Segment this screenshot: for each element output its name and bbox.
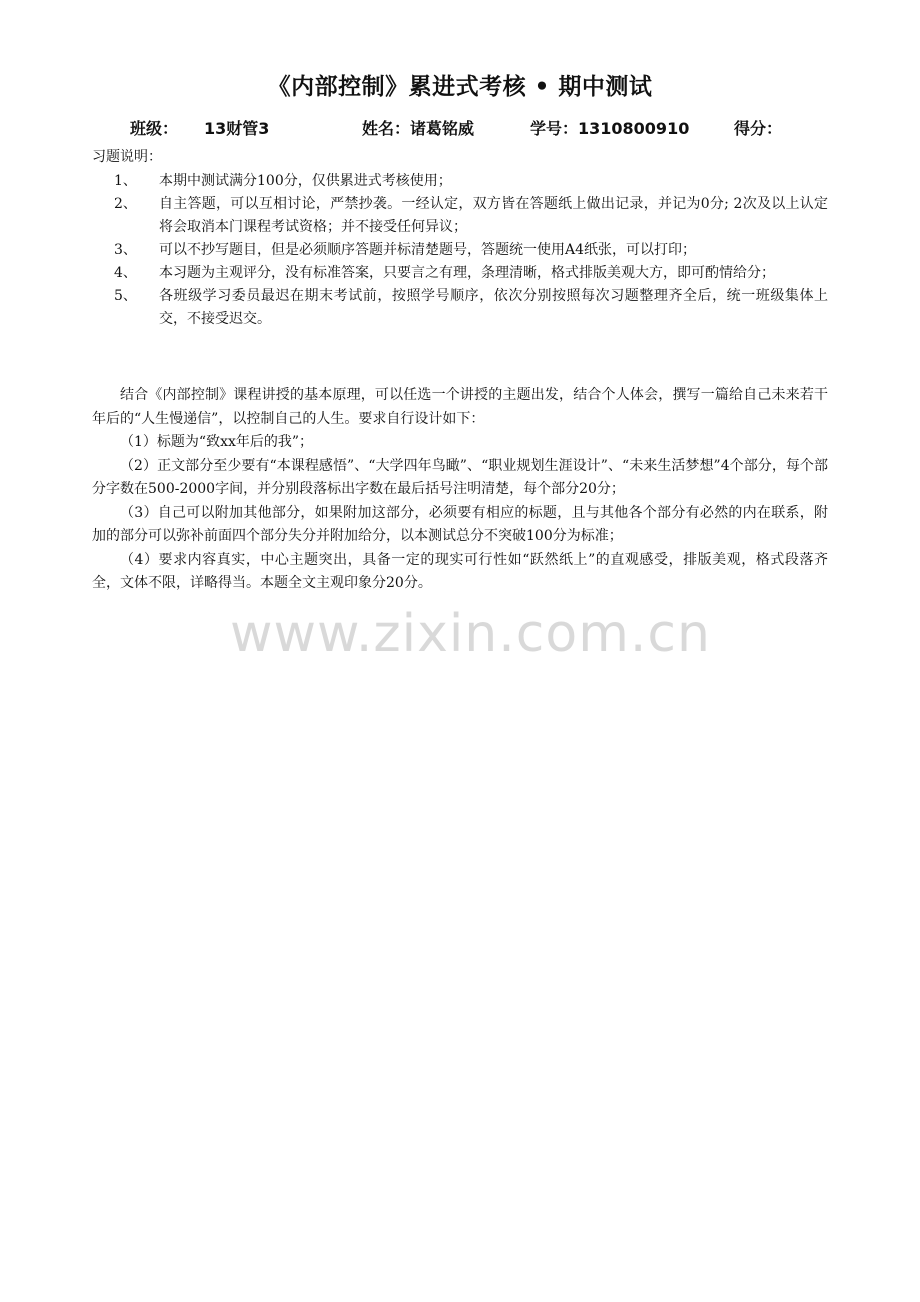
class-label: 班级：: [130, 119, 179, 138]
note-text: 本习题为主观评分，没有标准答案，只要言之有理，条理清晰，格式排版美观大方，即可酌情给分；: [159, 265, 775, 281]
document-title: 《内部控制》累进式考核 • 期中测试: [267, 74, 653, 100]
list-item: [92, 170, 828, 193]
note-text: 各班级学习委员最迟在期末考试前，按照学号顺序，依次分别按照每次习题整理齐全后，统一班级集体上交，不接受迟交。: [159, 288, 828, 327]
task-requirement-1: （1）标题为“致xx年后的我”；: [120, 434, 314, 450]
list-item: [92, 262, 828, 285]
student-id: 学号：1310800910: [530, 119, 690, 138]
list-item: [92, 193, 828, 239]
note-text: 自主答题，可以互相讨论，严禁抄袭。一经认定，双方皆在答题纸上做出记录，并记为0分; 2次及以上认定将会取消本门课程考试资格；并不接受任何异议；: [159, 196, 828, 235]
student-name: 姓名：诸葛铭威: [362, 119, 475, 138]
notes-list: [92, 170, 828, 331]
list-item: [92, 285, 828, 331]
note-text: 可以不抄写题目，但是必须顺序答题并标清楚题号，答题统一使用A4纸张，可以打印；: [159, 242, 697, 258]
task-requirement-3: （3）自己可以附加其他部分，如果附加这部分，必须要有相应的标题，且与其他各个部分有必然的内在联系，附加的部分可以弥补前面四个部分失分并附加给分，以本测试总分不突破100分为标准；: [92, 504, 828, 544]
note-text: 本期中测试满分100分，仅供累进式考核使用；: [159, 173, 452, 189]
note-number: 1、: [114, 173, 137, 189]
notes-heading: 习题说明：: [92, 149, 162, 165]
student-info-row: [0, 116, 920, 140]
watermark: www.zixin.com.cn: [230, 604, 711, 664]
note-number: 4、: [114, 265, 137, 281]
note-number: 3、: [114, 242, 137, 258]
task-requirement-2: （2）正文部分至少要有“本课程感悟”、“大学四年鸟瞰”、“职业规划生涯设计”、“未来生活梦想”4个部分，每个部分字数在500-2000字间，并分别段落标出字数在最后括号注明清楚，每个部分20分；: [92, 457, 828, 497]
note-number: 2、: [114, 196, 137, 212]
list-item: [92, 239, 828, 262]
class-value: 13财管3: [204, 119, 270, 138]
task-section: [92, 384, 828, 596]
score-label: 得分：: [734, 119, 783, 138]
task-requirement-4: （4）要求内容真实，中心主题突出，具备一定的现实可行性如“跃然纸上”的直观感受，排版美观，格式段落齐全，文体不限，详略得当。本题全文主观印象分20分。: [92, 551, 828, 591]
task-intro: 结合《内部控制》课程讲授的基本原理，可以任选一个讲授的主题出发，结合个人体会，撰写一篇给自己未来若干年后的“人生慢递信”，以控制自己的人生。要求自行设计如下：: [92, 387, 828, 427]
note-number: 5、: [114, 288, 137, 304]
